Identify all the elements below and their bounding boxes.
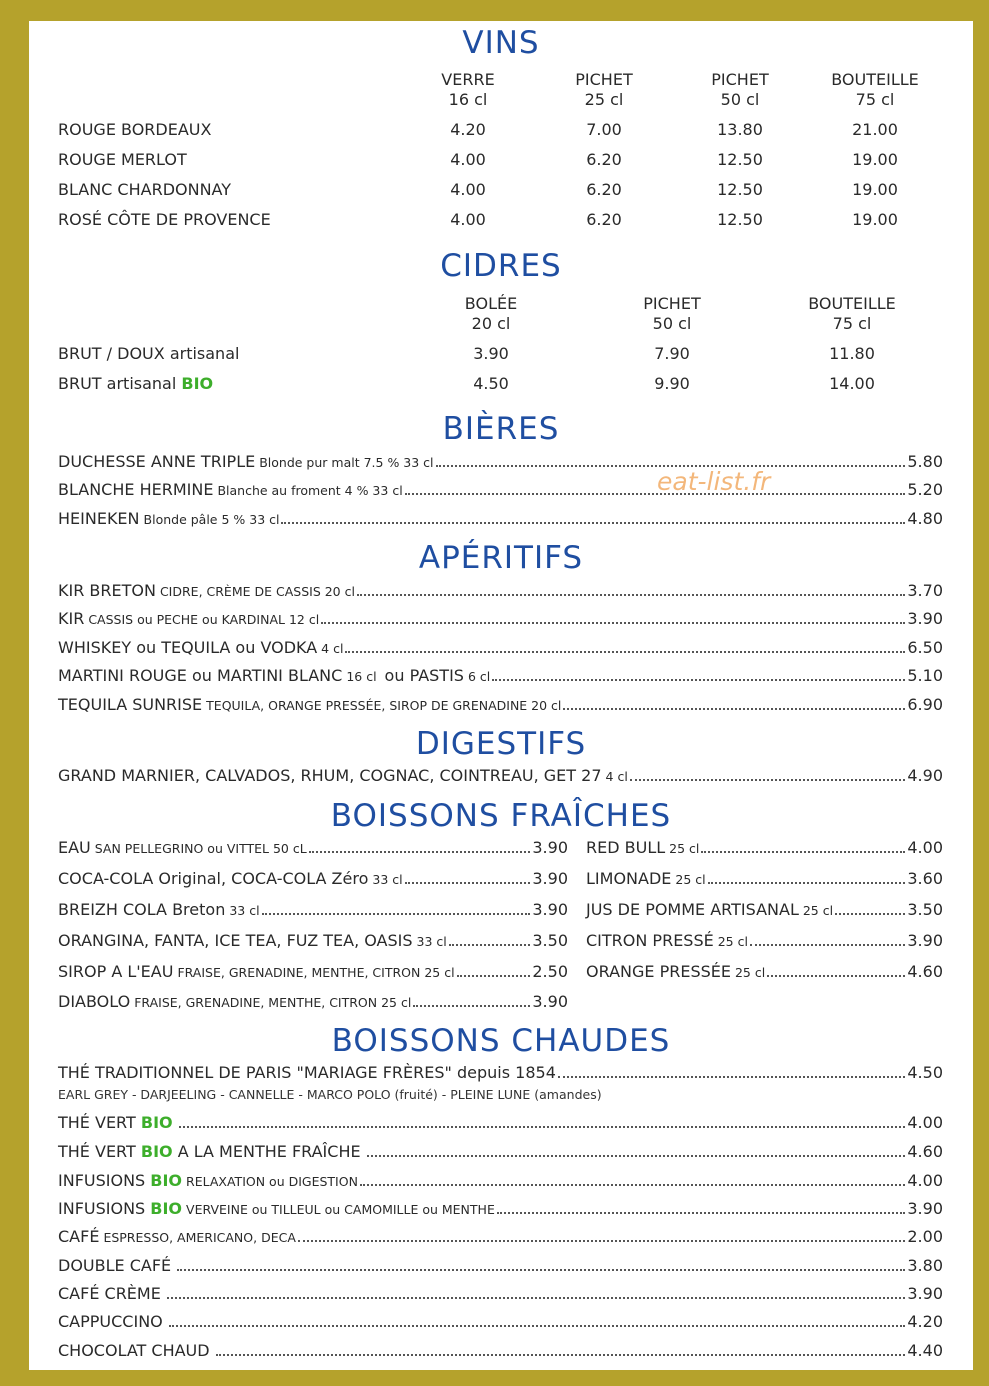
item-desc: 16 cl: [346, 669, 377, 684]
dot-leader: [701, 851, 905, 853]
item-name: EAU: [58, 838, 91, 857]
menu-item: [58, 869, 568, 890]
item-desc: 25 cl: [734, 965, 766, 980]
dot-leader: [367, 1155, 906, 1157]
cidres-price: 14.00: [829, 374, 875, 393]
item-desc: 33 cl: [416, 934, 447, 949]
menu-item: [58, 666, 943, 687]
item-name: RED BULL: [586, 838, 666, 857]
item-desc: Blonde pâle 5 % 33 cl: [143, 512, 280, 527]
menu-item: [586, 869, 943, 890]
cidres-row-name: BRUT artisanal BIO: [58, 374, 214, 393]
section-title-vins: VINS: [462, 25, 540, 61]
dot-leader: [345, 651, 905, 653]
vins-price: 12.50: [717, 180, 763, 199]
item-desc: FRAISE, GRENADINE, MENTHE, CITRON 25 cl: [134, 995, 412, 1010]
item-price: 6.50: [907, 638, 943, 657]
item-price: 3.90: [532, 838, 568, 857]
item-desc: 6 cl: [467, 669, 491, 684]
dot-leader: [630, 779, 906, 781]
item-price: 3.70: [907, 581, 943, 600]
menu-item: [58, 900, 568, 921]
item-name: THÉ VERT BIO A LA MENTHE FRAÎCHE: [58, 1142, 361, 1161]
item-price: 3.60: [907, 869, 943, 888]
item-price: 5.80: [907, 452, 943, 471]
dot-leader: [413, 1005, 530, 1007]
item-name: JUS DE POMME ARTISANAL: [586, 900, 799, 919]
item-desc: CIDRE, CRÈME DE CASSIS 20 cl: [159, 584, 355, 599]
item-price: 2.00: [907, 1227, 943, 1246]
item-desc: FRAISE, GRENADINE, MENTHE, CITRON 25 cl: [177, 965, 455, 980]
item-desc: 33 cl: [229, 903, 260, 918]
menu-item: [58, 581, 943, 602]
menu-item: [58, 509, 943, 530]
dot-leader: [360, 1184, 905, 1186]
vins-price: 7.00: [586, 120, 622, 139]
item-price: 4.00: [907, 838, 943, 857]
item-price: 4.90: [907, 766, 943, 785]
cidres-price: 7.90: [654, 344, 690, 363]
dot-leader: [281, 522, 905, 524]
dot-leader: [309, 851, 531, 853]
item-name: DOUBLE CAFÉ: [58, 1256, 172, 1275]
vins-price: 19.00: [852, 150, 898, 169]
item-name: KIR: [58, 609, 85, 628]
menu-item: [58, 1171, 943, 1192]
section-title-digestifs: DIGESTIFS: [415, 726, 587, 762]
tea-varieties: EARL GREY - DARJEELING - CANNELLE - MARCO POLO (fruité) - PLEINE LUNE (amandes): [58, 1087, 602, 1102]
cidres-price: 4.50: [473, 374, 509, 393]
vins-price: 6.20: [586, 180, 622, 199]
item-price: 4.20: [907, 1312, 943, 1331]
item-desc: CASSIS ou PECHE ou KARDINAL 12 cl: [88, 612, 320, 627]
item-price: 4.50: [907, 1063, 943, 1082]
item-desc: RELAXATION ou DIGESTION: [186, 1174, 358, 1189]
bio-badge: BIO: [181, 374, 214, 393]
cidres-price: 11.80: [829, 344, 875, 363]
item-name: CHOCOLAT CHAUD: [58, 1341, 210, 1360]
menu-item: [58, 766, 943, 787]
item-desc: SAN PELLEGRINO ou VITTEL 50 cL: [94, 841, 307, 856]
vins-price: 4.20: [450, 120, 486, 139]
item-price: 3.80: [907, 1256, 943, 1275]
item-name: COCA-COLA Original, COCA-COLA Zéro: [58, 869, 369, 888]
dot-leader: [835, 913, 905, 915]
dot-leader: [262, 913, 531, 915]
item-price: 3.90: [907, 1199, 943, 1218]
vins-price: 6.20: [586, 210, 622, 229]
dot-leader: [405, 882, 531, 884]
item-desc: 25 cl: [669, 841, 700, 856]
item-name: MARTINI ROUGE ou MARTINI BLANC: [58, 666, 343, 685]
menu-item: [58, 931, 568, 952]
dot-leader: [177, 1269, 905, 1271]
item-name: THÉ TRADITIONNEL DE PARIS "MARIAGE FRÈRES" depuis 1854: [58, 1063, 556, 1082]
vins-price: 21.00: [852, 120, 898, 139]
menu-item: [586, 931, 943, 952]
cidres-header-bouteille: BOUTEILLE 75 cl: [808, 294, 896, 333]
item-price: 6.90: [907, 695, 943, 714]
item-name: THÉ VERT BIO: [58, 1113, 173, 1132]
menu-item: [58, 1227, 943, 1248]
item-name: INFUSIONS BIO: [58, 1171, 183, 1190]
menu-card: [29, 21, 973, 1370]
vins-row-name: ROSÉ CÔTE DE PROVENCE: [58, 210, 271, 229]
menu-item: [58, 1199, 943, 1220]
menu-item: [58, 962, 568, 983]
item-name: CAFÉ: [58, 1227, 100, 1246]
cidres-price: 9.90: [654, 374, 690, 393]
item-name: ORANGINA, FANTA, ICE TEA, FUZ TEA, OASIS: [58, 931, 413, 950]
item-name: INFUSIONS BIO: [58, 1199, 183, 1218]
item-price: 3.90: [907, 1284, 943, 1303]
item-name: BREIZH COLA Breton: [58, 900, 226, 919]
vins-price: 4.00: [450, 180, 486, 199]
item-desc: 4 cl: [321, 641, 344, 656]
vins-price: 12.50: [717, 210, 763, 229]
menu-item: [58, 638, 943, 659]
item-desc: 25 cl: [717, 934, 748, 949]
vins-price: 4.00: [450, 150, 486, 169]
item-name: WHISKEY ou TEQUILA ou VODKA: [58, 638, 318, 657]
menu-item: [58, 1341, 943, 1361]
dot-leader: [563, 708, 905, 710]
vins-price: 19.00: [852, 180, 898, 199]
item-price: 3.90: [532, 869, 568, 888]
item-desc: Blanche au froment 4 % 33 cl: [217, 483, 403, 498]
item-price: 3.50: [907, 900, 943, 919]
menu-item: [58, 1284, 943, 1304]
item-name: HEINEKEN: [58, 509, 140, 528]
vins-header-pichet50: PICHET 50 cl: [711, 70, 769, 109]
item-desc: TEQUILA, ORANGE PRESSÉE, SIROP DE GRENADINE 20 cl: [206, 698, 562, 713]
item-desc: 25 cl: [802, 903, 834, 918]
vins-header-verre: VERRE 16 cl: [441, 70, 495, 109]
item-name: CAFÉ CRÈME: [58, 1284, 161, 1303]
dot-leader: [298, 1240, 906, 1242]
dot-leader: [492, 679, 905, 681]
item-price: 4.60: [907, 962, 943, 981]
vins-price: 19.00: [852, 210, 898, 229]
item-name: LIMONADE: [586, 869, 672, 888]
menu-item: [58, 452, 943, 473]
dot-leader: [179, 1126, 906, 1128]
vins-header-bouteille: BOUTEILLE 75 cl: [831, 70, 919, 109]
dot-leader: [708, 882, 906, 884]
dot-leader: [767, 975, 905, 977]
item-name: CAPPUCCINO: [58, 1312, 163, 1331]
vins-price: 13.80: [717, 120, 763, 139]
item-price: 3.50: [532, 931, 568, 950]
vins-price: 6.20: [586, 150, 622, 169]
menu-item: [586, 838, 943, 859]
item-price: 3.90: [907, 931, 943, 950]
dot-leader: [558, 1076, 906, 1078]
item-desc: Blonde pur malt 7.5 % 33 cl: [259, 455, 434, 470]
cidres-row-name: BRUT / DOUX artisanal: [58, 344, 240, 363]
item-name: SIROP A L'EAU: [58, 962, 174, 981]
section-title-cidres: CIDRES: [440, 248, 562, 284]
item-name: DIABOLO: [58, 992, 131, 1011]
item-price: 2.50: [532, 962, 568, 981]
watermark: eat-list.fr: [657, 467, 771, 496]
item-price: 4.00: [907, 1171, 943, 1190]
vins-row-name: ROUGE BORDEAUX: [58, 120, 212, 139]
dot-leader: [357, 594, 905, 596]
section-title-aperitifs: APÉRITIFS: [418, 540, 584, 576]
cidres-price: 3.90: [473, 344, 509, 363]
item-price: 4.60: [907, 1142, 943, 1161]
item-name: KIR BRETON: [58, 581, 156, 600]
section-title-fraiches: BOISSONS FRAÎCHES: [330, 798, 672, 834]
dot-leader: [497, 1212, 906, 1214]
item-price: 5.10: [907, 666, 943, 685]
item-name: DUCHESSE ANNE TRIPLE: [58, 452, 256, 471]
menu-item: [586, 900, 943, 921]
menu-item: [58, 1063, 943, 1083]
section-title-chaudes: BOISSONS CHAUDES: [331, 1023, 671, 1059]
item-price: 4.80: [907, 509, 943, 528]
section-title-bieres: BIÈRES: [442, 411, 560, 447]
menu-item: [58, 992, 568, 1013]
item-name: BLANCHE HERMINE: [58, 480, 214, 499]
item-desc: 4 cl: [605, 769, 628, 784]
item-desc: ESPRESSO, AMERICANO, DECA: [103, 1230, 296, 1245]
vins-price: 12.50: [717, 150, 763, 169]
dot-leader: [169, 1325, 906, 1327]
item-name: ou PASTIS: [384, 666, 464, 685]
vins-row-name: ROUGE MERLOT: [58, 150, 187, 169]
item-price: 3.90: [532, 900, 568, 919]
item-name: TEQUILA SUNRISE: [58, 695, 203, 714]
menu-item: [58, 609, 943, 630]
item-desc: 25 cl: [675, 872, 706, 887]
menu-item: [58, 1113, 943, 1133]
item-price: 4.40: [907, 1341, 943, 1360]
menu-item: [58, 1142, 943, 1162]
cidres-header-bolee: BOLÉE 20 cl: [464, 294, 518, 333]
dot-leader: [216, 1354, 906, 1356]
menu-item: [586, 962, 943, 983]
dot-leader: [457, 975, 531, 977]
vins-header-pichet25: PICHET 25 cl: [575, 70, 633, 109]
item-price: 4.00: [907, 1113, 943, 1132]
cidres-header-pichet: PICHET 50 cl: [643, 294, 701, 333]
menu-item: [58, 480, 943, 501]
dot-leader: [405, 493, 906, 495]
menu-item: [58, 695, 943, 716]
item-price: 5.20: [907, 480, 943, 499]
dot-leader: [750, 944, 905, 946]
item-desc: VERVEINE ou TILLEUL ou CAMOMILLE ou MENTHE: [186, 1202, 495, 1217]
menu-item: [58, 1312, 943, 1332]
vins-row-name: BLANC CHARDONNAY: [58, 180, 232, 199]
item-name: CITRON PRESSÉ: [586, 931, 714, 950]
dot-leader: [449, 944, 531, 946]
menu-item: [58, 838, 568, 859]
dot-leader: [321, 622, 905, 624]
item-price: 3.90: [532, 992, 568, 1011]
menu-item: [58, 1256, 943, 1276]
vins-price: 4.00: [450, 210, 486, 229]
item-name: ORANGE PRESSÉE: [586, 962, 731, 981]
dot-leader: [167, 1297, 906, 1299]
item-desc: 33 cl: [372, 872, 403, 887]
item-name: GRAND MARNIER, CALVADOS, RHUM, COGNAC, COINTREAU, GET 27: [58, 766, 602, 785]
item-price: 3.90: [907, 609, 943, 628]
